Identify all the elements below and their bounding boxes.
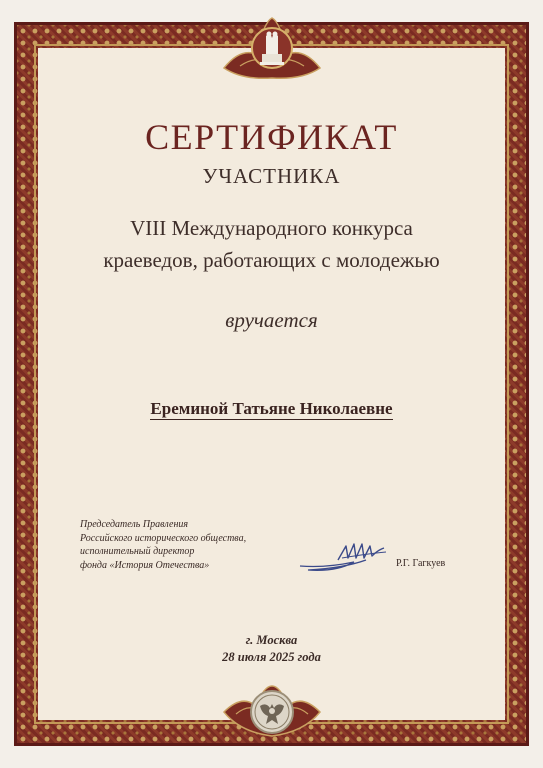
awarded-text: вручается xyxy=(225,308,318,332)
recipient-name-text: Ереминой Татьяне Николаевне xyxy=(150,399,393,418)
contest-name xyxy=(0,212,543,276)
signatory-name: Р.Г. Гагкуев xyxy=(396,558,446,569)
handwritten-signature xyxy=(296,538,390,574)
issue-place: г. Москва xyxy=(245,633,298,647)
issue-date: 28 июля 2025 года xyxy=(222,650,321,664)
contest-line: VIII Международного конкурса xyxy=(130,216,413,240)
signatory-position-line: Российского исторического общества, xyxy=(80,532,247,544)
double-headed-eagle-seal-icon xyxy=(222,684,322,746)
signatory-position xyxy=(80,518,300,572)
recipient-name xyxy=(0,399,543,419)
certificate-title: СЕРТИФИКАТ xyxy=(145,117,398,157)
signatory-position-line: Председатель Правления xyxy=(80,519,189,530)
signatory-position-line: фонда «История Отечества» xyxy=(80,559,210,571)
signatory-position-line: исполнительный директор xyxy=(80,546,195,557)
monument-emblem-icon xyxy=(222,14,322,80)
certificate-subtitle: УЧАСТНИКА xyxy=(202,164,341,188)
issue-place-date xyxy=(0,632,543,666)
contest-line: краеведов, работающих с молодежью xyxy=(103,248,440,272)
